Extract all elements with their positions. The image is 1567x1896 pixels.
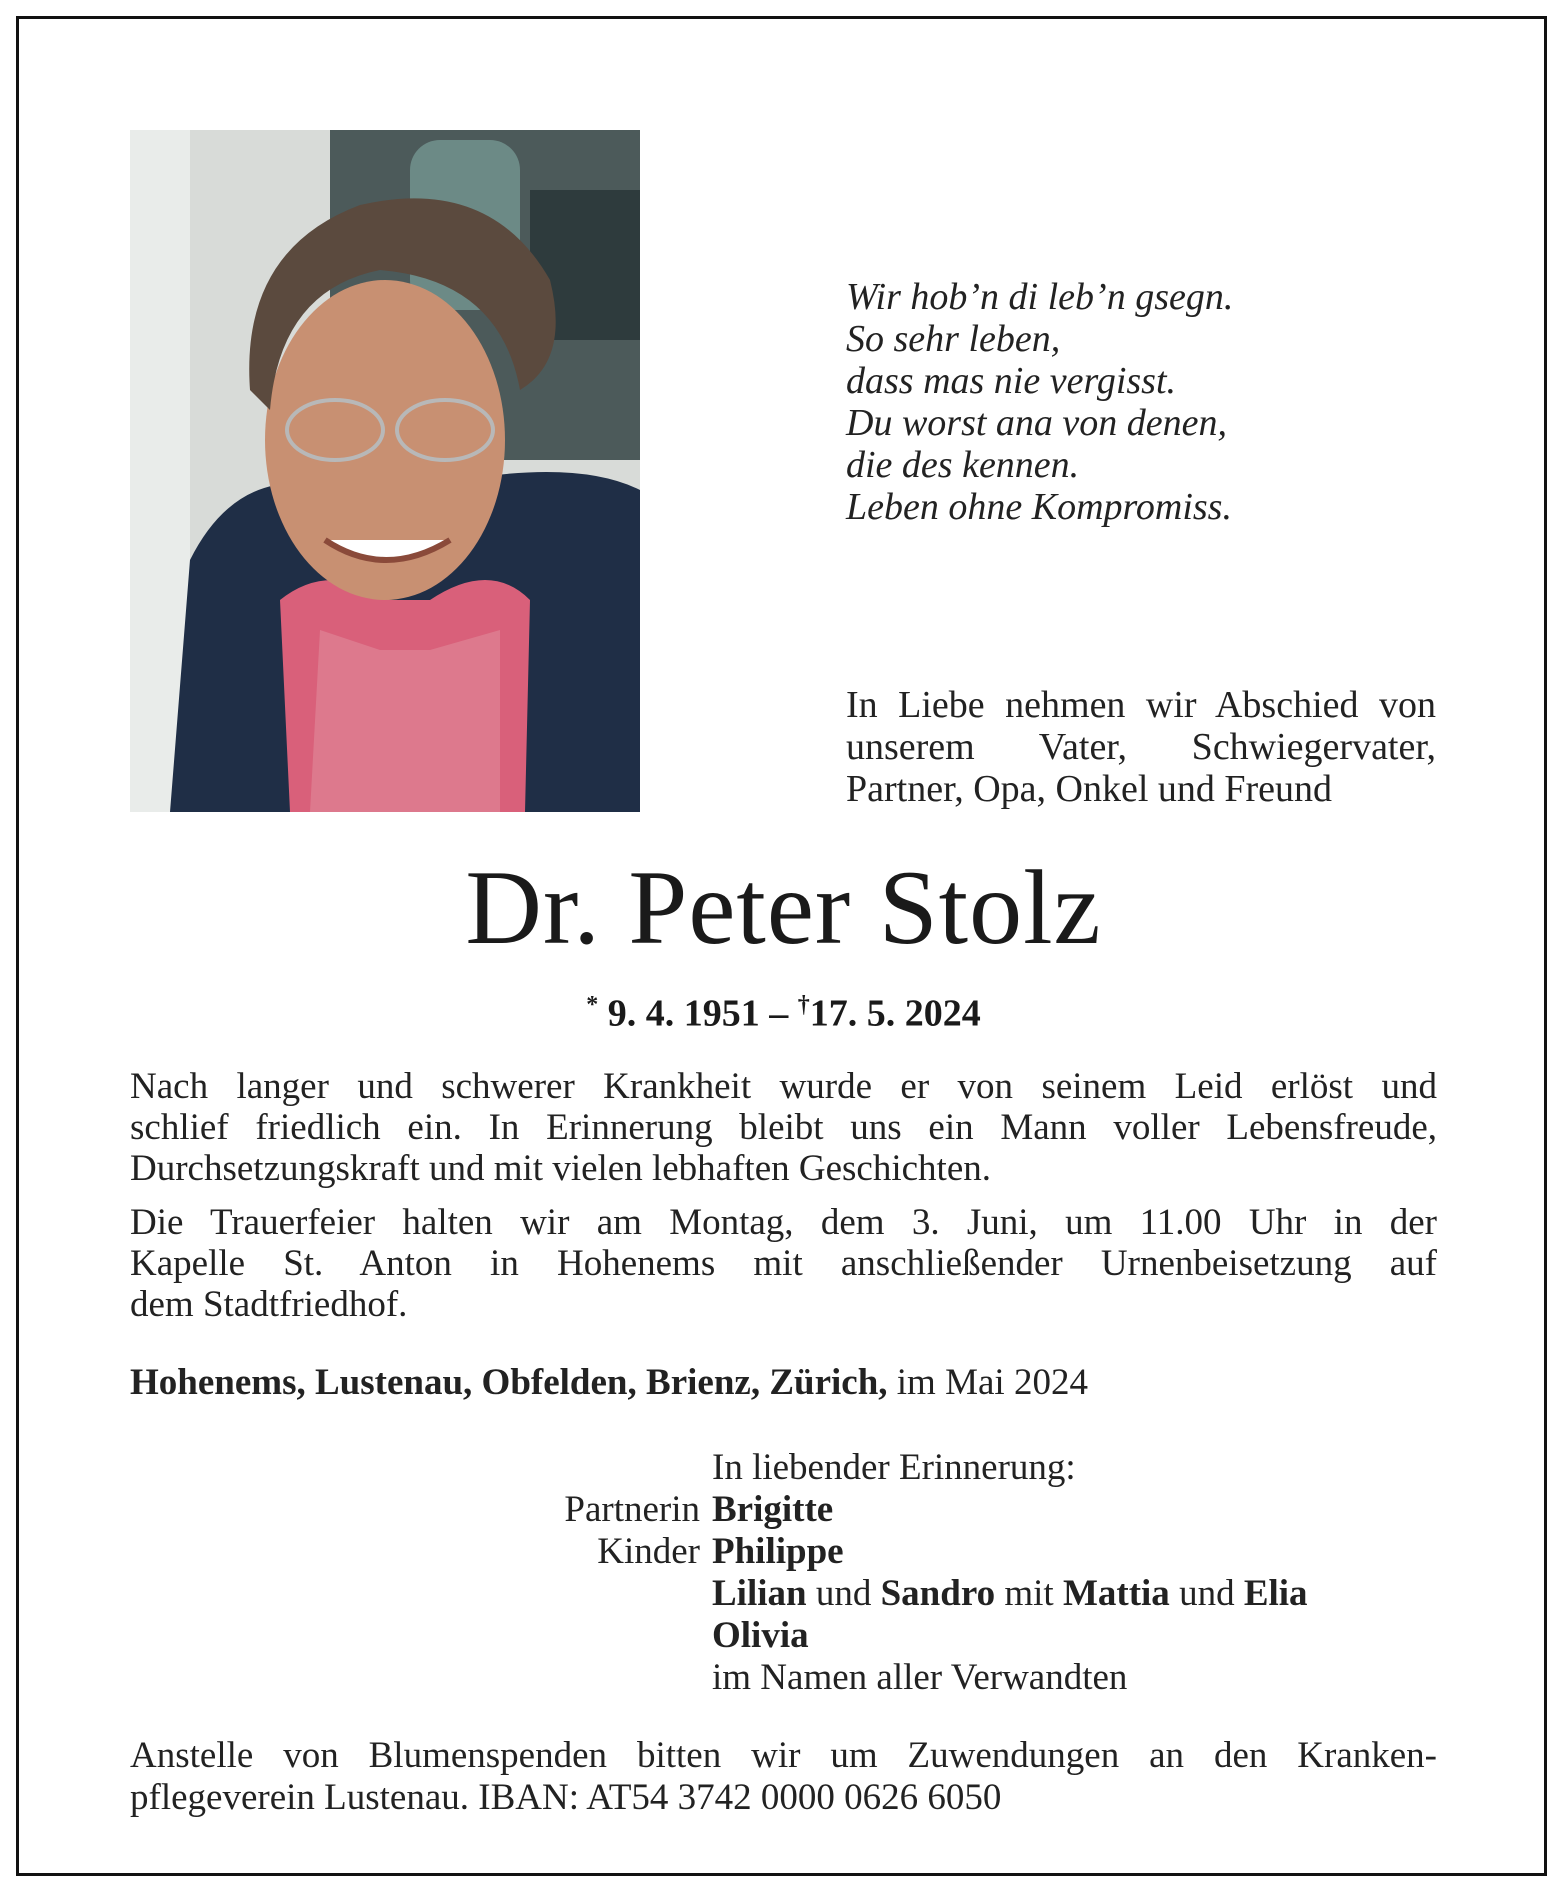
date-separator: – (769, 992, 789, 1035)
intro-line: Partner, Opa, Onkel und Freund (846, 768, 1333, 810)
poem-line: Du worst ana von denen, (846, 402, 1228, 444)
paragraph-line: dem Stadtfriedhof. (130, 1284, 408, 1325)
portrait-illustration (130, 130, 640, 812)
paragraph-line: schlief friedlich ein. In Erinnerung bleibt uns ein Mann voller Lebensfreude, (130, 1107, 1437, 1148)
places-month: im Mai 2024 (896, 1362, 1088, 1403)
child-name: Lilian (712, 1573, 807, 1614)
deceased-name: Dr. Peter Stolz (465, 849, 1102, 966)
poem (846, 276, 1446, 528)
poem-line: die des kennen. (846, 444, 1080, 486)
note-line: Anstelle von Blumenspenden bitten wir um Zuwendungen an den Kranken- (130, 1735, 1437, 1776)
grandchild-name: Elia (1243, 1573, 1308, 1614)
connector-text: und (815, 1573, 872, 1614)
birth-date: 9. 4. 1951 (607, 992, 760, 1035)
paragraph-line: Nach langer und schwerer Krankheit wurde er von seinem Leid erlöst und (130, 1066, 1437, 1107)
paragraph-funeral (130, 1202, 1437, 1325)
partner-name: Brigitte (712, 1489, 834, 1530)
paragraph-line: Die Trauerfeier halten wir am Montag, dem 3. Juni, um 11.00 Uhr in der (130, 1202, 1437, 1243)
life-dates (0, 982, 1567, 1037)
places-date (130, 1362, 1437, 1404)
connector-text: und (1179, 1573, 1235, 1614)
intro-line: unserem Vater, Schwiegervater, (846, 726, 1436, 768)
poem-line: dass mas nie vergisst. (846, 360, 1177, 402)
partner-label: Partnerin (564, 1489, 700, 1530)
poem-line: So sehr leben, (846, 318, 1061, 360)
death-date: 17. 5. 2024 (809, 992, 981, 1035)
mourners-closing: im Namen aller Verwandten (712, 1657, 1128, 1698)
poem-line: Leben ohne Kompromiss. (846, 486, 1232, 528)
child-name: Philippe (712, 1531, 844, 1572)
mourners-list (500, 1447, 1460, 1699)
mourners-heading: In liebender Erinnerung: (712, 1447, 1076, 1488)
child-partner-name: Sandro (880, 1573, 996, 1614)
paragraph-illness (130, 1066, 1437, 1189)
birth-mark: * (586, 992, 599, 1018)
paragraph-line: Durchsetzungskraft und mit vielen lebhaften Geschichten. (130, 1148, 991, 1189)
portrait-photo (130, 130, 640, 812)
places-towns: Hohenems, Lustenau, Obfelden, Brienz, Zürich, (130, 1362, 888, 1403)
intro-text (846, 684, 1436, 810)
child-name: Olivia (712, 1615, 809, 1656)
poem-line: Wir hob’n di leb’n gsegn. (846, 276, 1234, 318)
intro-line: In Liebe nehmen wir Abschied von (846, 684, 1436, 726)
donation-note (130, 1735, 1437, 1819)
note-line: pflegeverein Lustenau. IBAN: AT54 3742 0000 0626 6050 (130, 1777, 1002, 1818)
death-mark: † (797, 992, 810, 1018)
connector-text: mit (1004, 1573, 1054, 1614)
children-label: Kinder (597, 1531, 700, 1572)
grandchild-name: Mattia (1062, 1573, 1170, 1614)
paragraph-line: Kapelle St. Anton in Hohenems mit anschließender Urnenbeisetzung auf (130, 1243, 1437, 1284)
